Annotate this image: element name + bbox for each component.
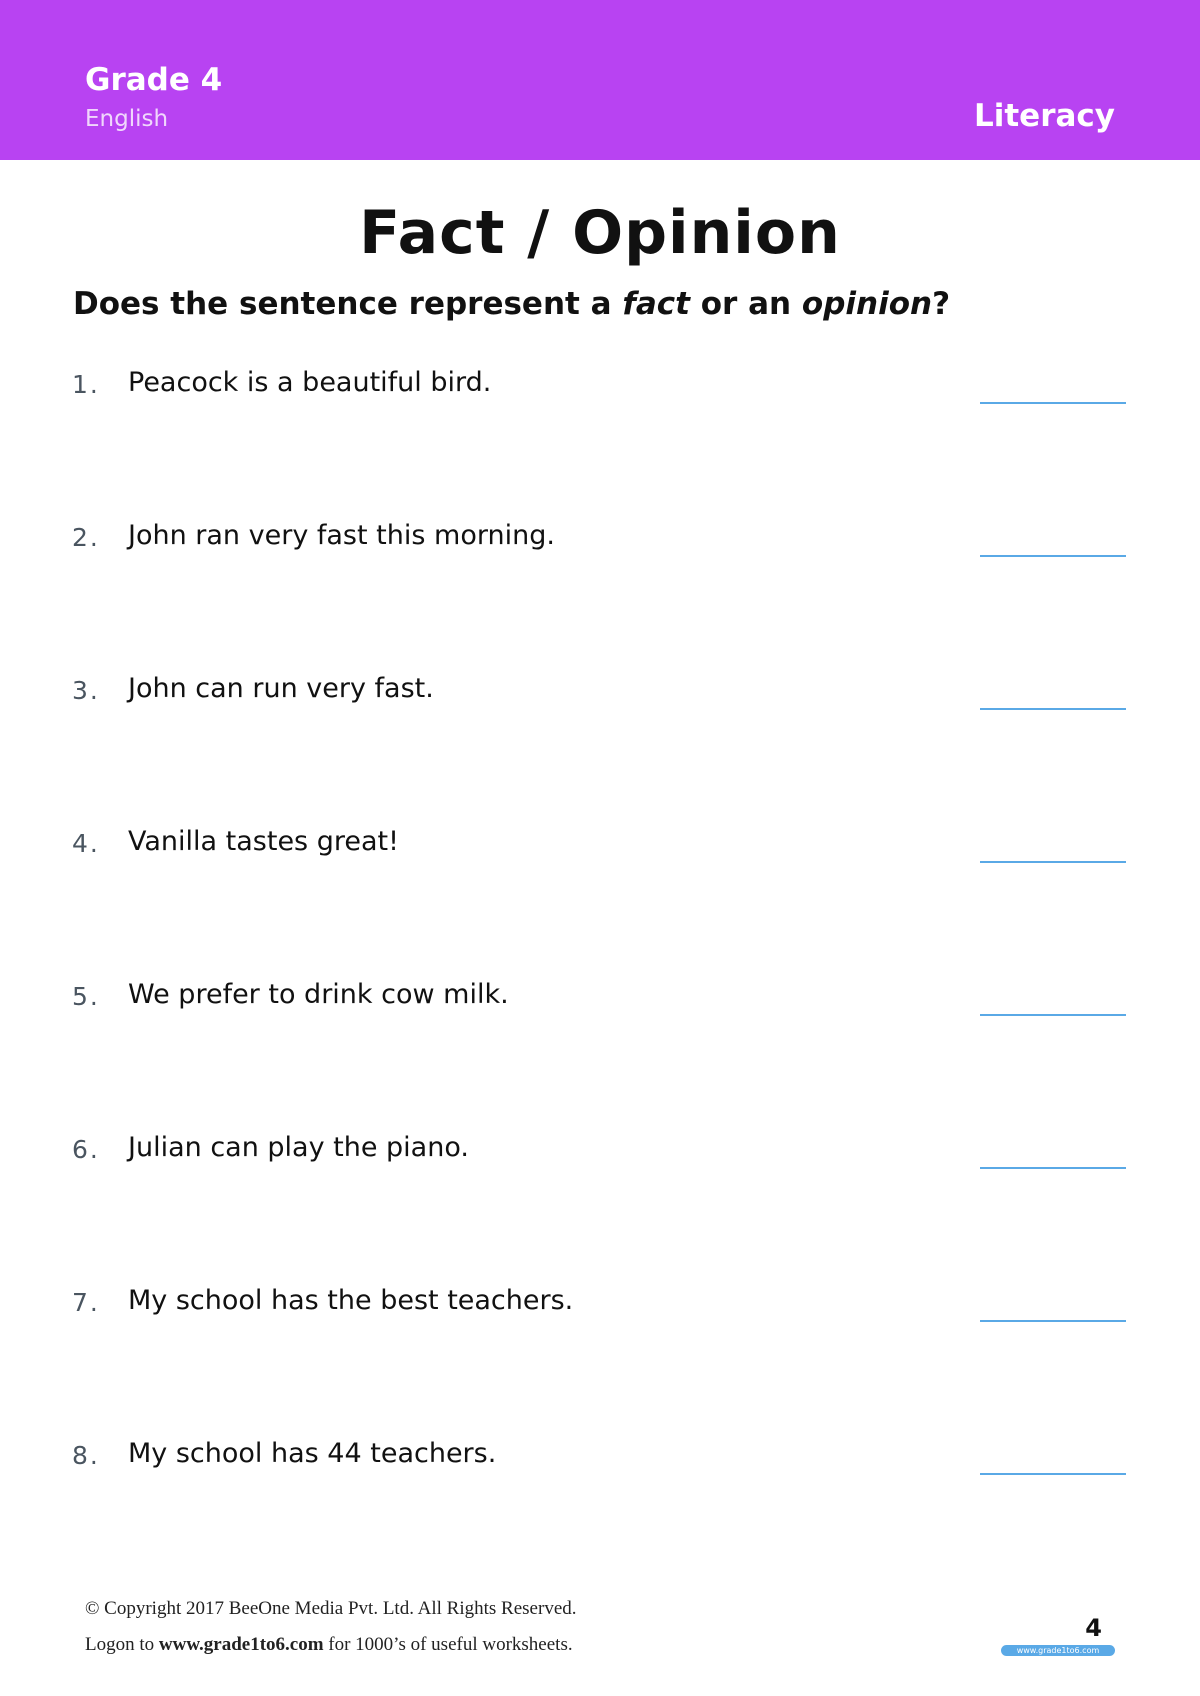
question-number: 8.	[72, 1441, 100, 1470]
instruction-part2: or an	[689, 286, 802, 322]
logon-site-link[interactable]: www.grade1to6.com	[158, 1634, 324, 1655]
question-text: My school has 44 teachers.	[128, 1438, 497, 1469]
question-text: John ran very fast this morning.	[128, 520, 555, 551]
grade-label: Grade 4	[85, 62, 223, 98]
answer-line[interactable]	[980, 1473, 1126, 1475]
question-5	[0, 979, 1200, 1032]
answer-line[interactable]	[980, 1014, 1126, 1016]
answer-line[interactable]	[980, 861, 1126, 863]
subject-label: English	[85, 106, 169, 132]
question-text: My school has the best teachers.	[128, 1285, 574, 1316]
footer-logon	[85, 1634, 573, 1656]
question-number: 1.	[72, 370, 100, 399]
question-number: 5.	[72, 982, 100, 1011]
question-3	[0, 673, 1200, 726]
answer-line[interactable]	[980, 555, 1126, 557]
question-text: John can run very fast.	[128, 673, 434, 704]
question-2	[0, 520, 1200, 573]
header-banner	[0, 0, 1200, 160]
answer-line[interactable]	[980, 1320, 1126, 1322]
instruction-opinion-word: opinion	[801, 286, 933, 322]
page-title: Fact / Opinion	[359, 198, 841, 268]
page-number: 4	[1085, 1614, 1102, 1642]
question-text: Julian can play the piano.	[128, 1132, 469, 1163]
instruction	[73, 286, 950, 322]
instruction-part3: ?	[932, 286, 951, 322]
question-1	[0, 367, 1200, 420]
instruction-part1: Does the sentence represent a	[73, 286, 623, 322]
answer-line[interactable]	[980, 708, 1126, 710]
question-6	[0, 1132, 1200, 1185]
category-label: Literacy	[973, 98, 1115, 134]
question-text: We prefer to drink cow milk.	[128, 979, 509, 1010]
logon-prefix: Logon to	[85, 1634, 159, 1655]
question-text: Vanilla tastes great!	[128, 826, 399, 857]
question-text: Peacock is a beautiful bird.	[128, 367, 492, 398]
question-8	[0, 1438, 1200, 1491]
answer-line[interactable]	[980, 402, 1126, 404]
logon-suffix: for 1000’s of useful worksheets.	[323, 1634, 573, 1655]
question-number: 7.	[72, 1288, 100, 1317]
question-number: 4.	[72, 829, 100, 858]
instruction-fact-word: fact	[622, 286, 690, 322]
site-badge[interactable]: www.grade1to6.com	[1001, 1645, 1115, 1656]
question-number: 2.	[72, 523, 100, 552]
footer-copyright: © Copyright 2017 BeeOne Media Pvt. Ltd. All Rights Reserved.	[85, 1598, 577, 1619]
question-4	[0, 826, 1200, 879]
answer-line[interactable]	[980, 1167, 1126, 1169]
question-number: 3.	[72, 676, 100, 705]
question-number: 6.	[72, 1135, 100, 1164]
question-7	[0, 1285, 1200, 1338]
